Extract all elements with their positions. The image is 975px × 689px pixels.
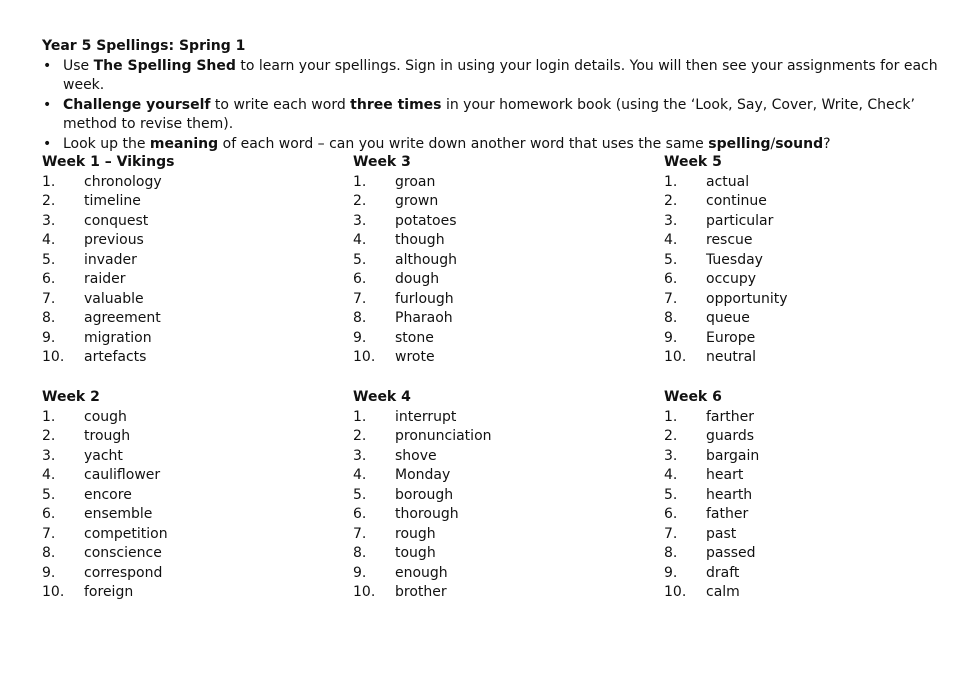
spelling-word: queue <box>706 310 750 326</box>
spelling-word: heart <box>706 467 744 483</box>
instruction-item <box>42 135 942 155</box>
spelling-word: Pharaoh <box>395 310 453 326</box>
item-number: 8. <box>42 545 56 561</box>
list-item <box>42 505 322 525</box>
list-item <box>664 583 944 603</box>
document-header <box>42 37 942 154</box>
spelling-word: past <box>706 525 737 542</box>
list-item <box>664 231 944 251</box>
spelling-word: hearth <box>706 486 753 503</box>
bullet-icon: • <box>43 96 52 113</box>
list-item <box>664 348 944 368</box>
item-number: 2. <box>42 428 56 444</box>
list-item <box>664 329 944 349</box>
bullet-icon: • <box>43 135 52 152</box>
item-number: 6. <box>664 271 678 287</box>
spelling-word: furlough <box>395 290 454 307</box>
list-item <box>664 544 944 564</box>
item-number: 4. <box>42 467 56 483</box>
item-number: 7. <box>42 525 56 542</box>
spelling-word: rescue <box>706 232 753 248</box>
spelling-word: borough <box>395 486 454 503</box>
item-number: 5. <box>664 486 678 503</box>
word-list <box>42 408 322 603</box>
spelling-word: Tuesday <box>706 251 763 268</box>
instruction-text: in your homework book (using the ‘Look, Say, Cover, Write, Check’ method to revise them). <box>63 96 915 132</box>
list-item <box>353 173 633 193</box>
item-number: 8. <box>42 310 56 326</box>
item-number: 7. <box>353 290 367 307</box>
item-number: 4. <box>664 467 678 483</box>
instruction-item <box>42 96 942 135</box>
list-item <box>664 505 944 525</box>
spelling-word: continue <box>706 193 767 209</box>
item-number: 3. <box>664 447 678 464</box>
item-number: 8. <box>353 545 367 561</box>
spelling-word: timeline <box>84 193 141 209</box>
list-item <box>664 466 944 486</box>
spelling-word: passed <box>706 545 756 561</box>
spelling-word: yacht <box>84 447 123 464</box>
week-heading: Week 2 <box>42 389 100 405</box>
list-item <box>353 486 633 506</box>
list-item <box>42 212 322 232</box>
list-item <box>664 447 944 467</box>
emphasis-text: meaning <box>149 135 219 152</box>
item-number: 10. <box>353 349 376 365</box>
spelling-word: conscience <box>84 545 162 561</box>
list-item <box>42 192 322 212</box>
instruction-text: Look up the <box>63 135 150 152</box>
spelling-word: interrupt <box>395 408 457 425</box>
item-number: 4. <box>353 467 367 483</box>
item-number: 10. <box>353 584 376 600</box>
item-number: 7. <box>42 290 56 307</box>
spelling-word: wrote <box>395 349 435 365</box>
spelling-word: encore <box>84 486 132 503</box>
instruction-text: / <box>770 135 776 152</box>
item-number: 1. <box>42 173 56 190</box>
list-item <box>42 173 322 193</box>
list-item <box>42 583 322 603</box>
list-item <box>353 505 633 525</box>
spelling-word: agreement <box>84 310 161 326</box>
week-heading: Week 3 <box>353 154 411 170</box>
spelling-word: neutral <box>706 349 757 365</box>
item-number: 5. <box>42 486 56 503</box>
list-item <box>664 212 944 232</box>
list-item <box>664 525 944 545</box>
spelling-word: brother <box>395 584 447 600</box>
spelling-word: farther <box>706 408 754 425</box>
list-item <box>353 544 633 564</box>
instruction-text: ? <box>823 135 831 152</box>
item-number: 7. <box>664 525 678 542</box>
item-number: 2. <box>42 193 56 209</box>
list-item <box>42 329 322 349</box>
emphasis-text: Challenge yourself <box>63 96 211 113</box>
spelling-word: foreign <box>84 584 134 600</box>
item-number: 2. <box>664 193 678 209</box>
item-number: 6. <box>353 506 367 522</box>
item-number: 9. <box>42 329 56 346</box>
list-item <box>664 486 944 506</box>
item-number: 5. <box>664 251 678 268</box>
list-item <box>42 427 322 447</box>
list-item <box>42 525 322 545</box>
item-number: 1. <box>353 408 367 425</box>
item-number: 3. <box>353 447 367 464</box>
spelling-word: invader <box>84 251 137 268</box>
spelling-word: tough <box>395 545 436 561</box>
word-list <box>353 173 633 368</box>
instruction-text: of each word – can you write down another word that uses the same <box>218 135 709 152</box>
spelling-word: cough <box>84 408 127 425</box>
list-item <box>664 270 944 290</box>
spelling-word: calm <box>706 584 740 600</box>
word-list <box>42 173 322 368</box>
item-number: 4. <box>353 232 367 248</box>
item-number: 2. <box>353 193 367 209</box>
spelling-word: father <box>706 506 749 522</box>
item-number: 1. <box>353 173 367 190</box>
instruction-item <box>42 57 942 96</box>
instructions-list <box>42 57 942 155</box>
emphasis-text: spelling <box>708 135 771 152</box>
list-item <box>42 290 322 310</box>
item-number: 7. <box>664 290 678 307</box>
item-number: 1. <box>664 408 678 425</box>
list-item <box>42 564 322 584</box>
item-number: 3. <box>664 212 678 229</box>
item-number: 7. <box>353 525 367 542</box>
spelling-word: grown <box>395 193 439 209</box>
spelling-word: raider <box>84 271 126 287</box>
spelling-word: chronology <box>84 173 162 190</box>
list-item <box>353 251 633 271</box>
spelling-word: trough <box>84 428 131 444</box>
item-number: 9. <box>42 564 56 581</box>
list-item <box>42 348 322 368</box>
spelling-word: thorough <box>395 506 459 522</box>
spelling-word: shove <box>395 447 437 464</box>
spelling-word: particular <box>706 212 774 229</box>
week-heading: Week 6 <box>664 389 722 405</box>
spelling-word: potatoes <box>395 212 457 229</box>
spelling-word: though <box>395 232 445 248</box>
list-item <box>353 231 633 251</box>
spelling-word: conquest <box>84 212 149 229</box>
list-item <box>664 427 944 447</box>
spelling-word: artefacts <box>84 349 147 365</box>
item-number: 8. <box>353 310 367 326</box>
emphasis-text: sound <box>775 135 824 152</box>
list-item <box>353 270 633 290</box>
list-item <box>353 583 633 603</box>
list-item <box>42 544 322 564</box>
list-item <box>664 251 944 271</box>
spelling-word: valuable <box>84 290 144 307</box>
spelling-word: bargain <box>706 447 760 464</box>
list-item <box>42 486 322 506</box>
emphasis-text: The Spelling Shed <box>93 57 236 74</box>
list-item <box>664 290 944 310</box>
item-number: 3. <box>353 212 367 229</box>
item-number: 3. <box>42 447 56 464</box>
spelling-word: ensemble <box>84 506 153 522</box>
list-item <box>42 447 322 467</box>
item-number: 8. <box>664 310 678 326</box>
spelling-word: guards <box>706 428 755 444</box>
word-list <box>353 408 633 603</box>
spelling-word: Europe <box>706 329 756 346</box>
list-item <box>664 192 944 212</box>
word-list <box>664 408 944 603</box>
item-number: 8. <box>664 545 678 561</box>
list-item <box>353 192 633 212</box>
week-block <box>353 153 633 368</box>
week-block <box>664 388 944 603</box>
list-item <box>664 309 944 329</box>
list-item <box>353 408 633 428</box>
list-item <box>42 270 322 290</box>
item-number: 1. <box>42 408 56 425</box>
instruction-text: to write each word <box>210 96 351 113</box>
spelling-word: enough <box>395 564 448 581</box>
spelling-word: Monday <box>395 467 451 483</box>
item-number: 5. <box>353 486 367 503</box>
spelling-word: correspond <box>84 564 163 581</box>
item-number: 10. <box>664 584 687 600</box>
item-number: 1. <box>664 173 678 190</box>
week-heading: Week 1 – Vikings <box>42 154 175 170</box>
week-block <box>353 388 633 603</box>
item-number: 10. <box>664 349 687 365</box>
list-item <box>353 309 633 329</box>
list-item <box>42 251 322 271</box>
list-item <box>353 329 633 349</box>
item-number: 6. <box>353 271 367 287</box>
spelling-word: occupy <box>706 271 757 287</box>
item-number: 2. <box>353 428 367 444</box>
item-number: 10. <box>42 349 65 365</box>
week-heading: Week 4 <box>353 389 411 405</box>
list-item <box>353 427 633 447</box>
spelling-word: stone <box>395 329 434 346</box>
item-number: 9. <box>353 564 367 581</box>
item-number: 5. <box>42 251 56 268</box>
week-block <box>42 388 322 603</box>
spelling-word: competition <box>84 525 168 542</box>
spelling-word: previous <box>84 232 144 248</box>
item-number: 6. <box>42 271 56 287</box>
list-item <box>353 290 633 310</box>
item-number: 9. <box>664 564 678 581</box>
week-block <box>664 153 944 368</box>
list-item <box>353 212 633 232</box>
list-item <box>353 564 633 584</box>
item-number: 6. <box>664 506 678 522</box>
item-number: 5. <box>353 251 367 268</box>
instruction-text: Use <box>63 57 94 74</box>
list-item <box>664 173 944 193</box>
item-number: 3. <box>42 212 56 229</box>
item-number: 4. <box>42 232 56 248</box>
list-item <box>353 466 633 486</box>
spelling-word: dough <box>395 271 440 287</box>
list-item <box>664 564 944 584</box>
list-item <box>353 525 633 545</box>
spelling-word: rough <box>395 525 436 542</box>
list-item <box>42 466 322 486</box>
week-heading: Week 5 <box>664 154 722 170</box>
bullet-icon: • <box>43 57 52 74</box>
week-block <box>42 153 322 368</box>
item-number: 4. <box>664 232 678 248</box>
spelling-word: groan <box>395 173 436 190</box>
spelling-word: pronunciation <box>395 428 492 444</box>
item-number: 9. <box>664 329 678 346</box>
emphasis-text: three times <box>350 96 442 113</box>
spelling-word: draft <box>706 564 740 581</box>
word-list <box>664 173 944 368</box>
list-item <box>42 309 322 329</box>
item-number: 2. <box>664 428 678 444</box>
item-number: 10. <box>42 584 65 600</box>
spelling-word: opportunity <box>706 290 788 307</box>
list-item <box>42 408 322 428</box>
spelling-word: migration <box>84 329 152 346</box>
list-item <box>664 408 944 428</box>
list-item <box>353 348 633 368</box>
spelling-word: although <box>395 251 458 268</box>
spelling-word: cauliflower <box>84 467 161 483</box>
item-number: 6. <box>42 506 56 522</box>
list-item <box>353 447 633 467</box>
list-item <box>42 231 322 251</box>
instruction-text: to learn your spellings. Sign in using your login details. You will then see your assignments for each week. <box>63 57 938 93</box>
page-title: Year 5 Spellings: Spring 1 <box>42 38 246 54</box>
spelling-word: actual <box>706 173 750 190</box>
item-number: 9. <box>353 329 367 346</box>
